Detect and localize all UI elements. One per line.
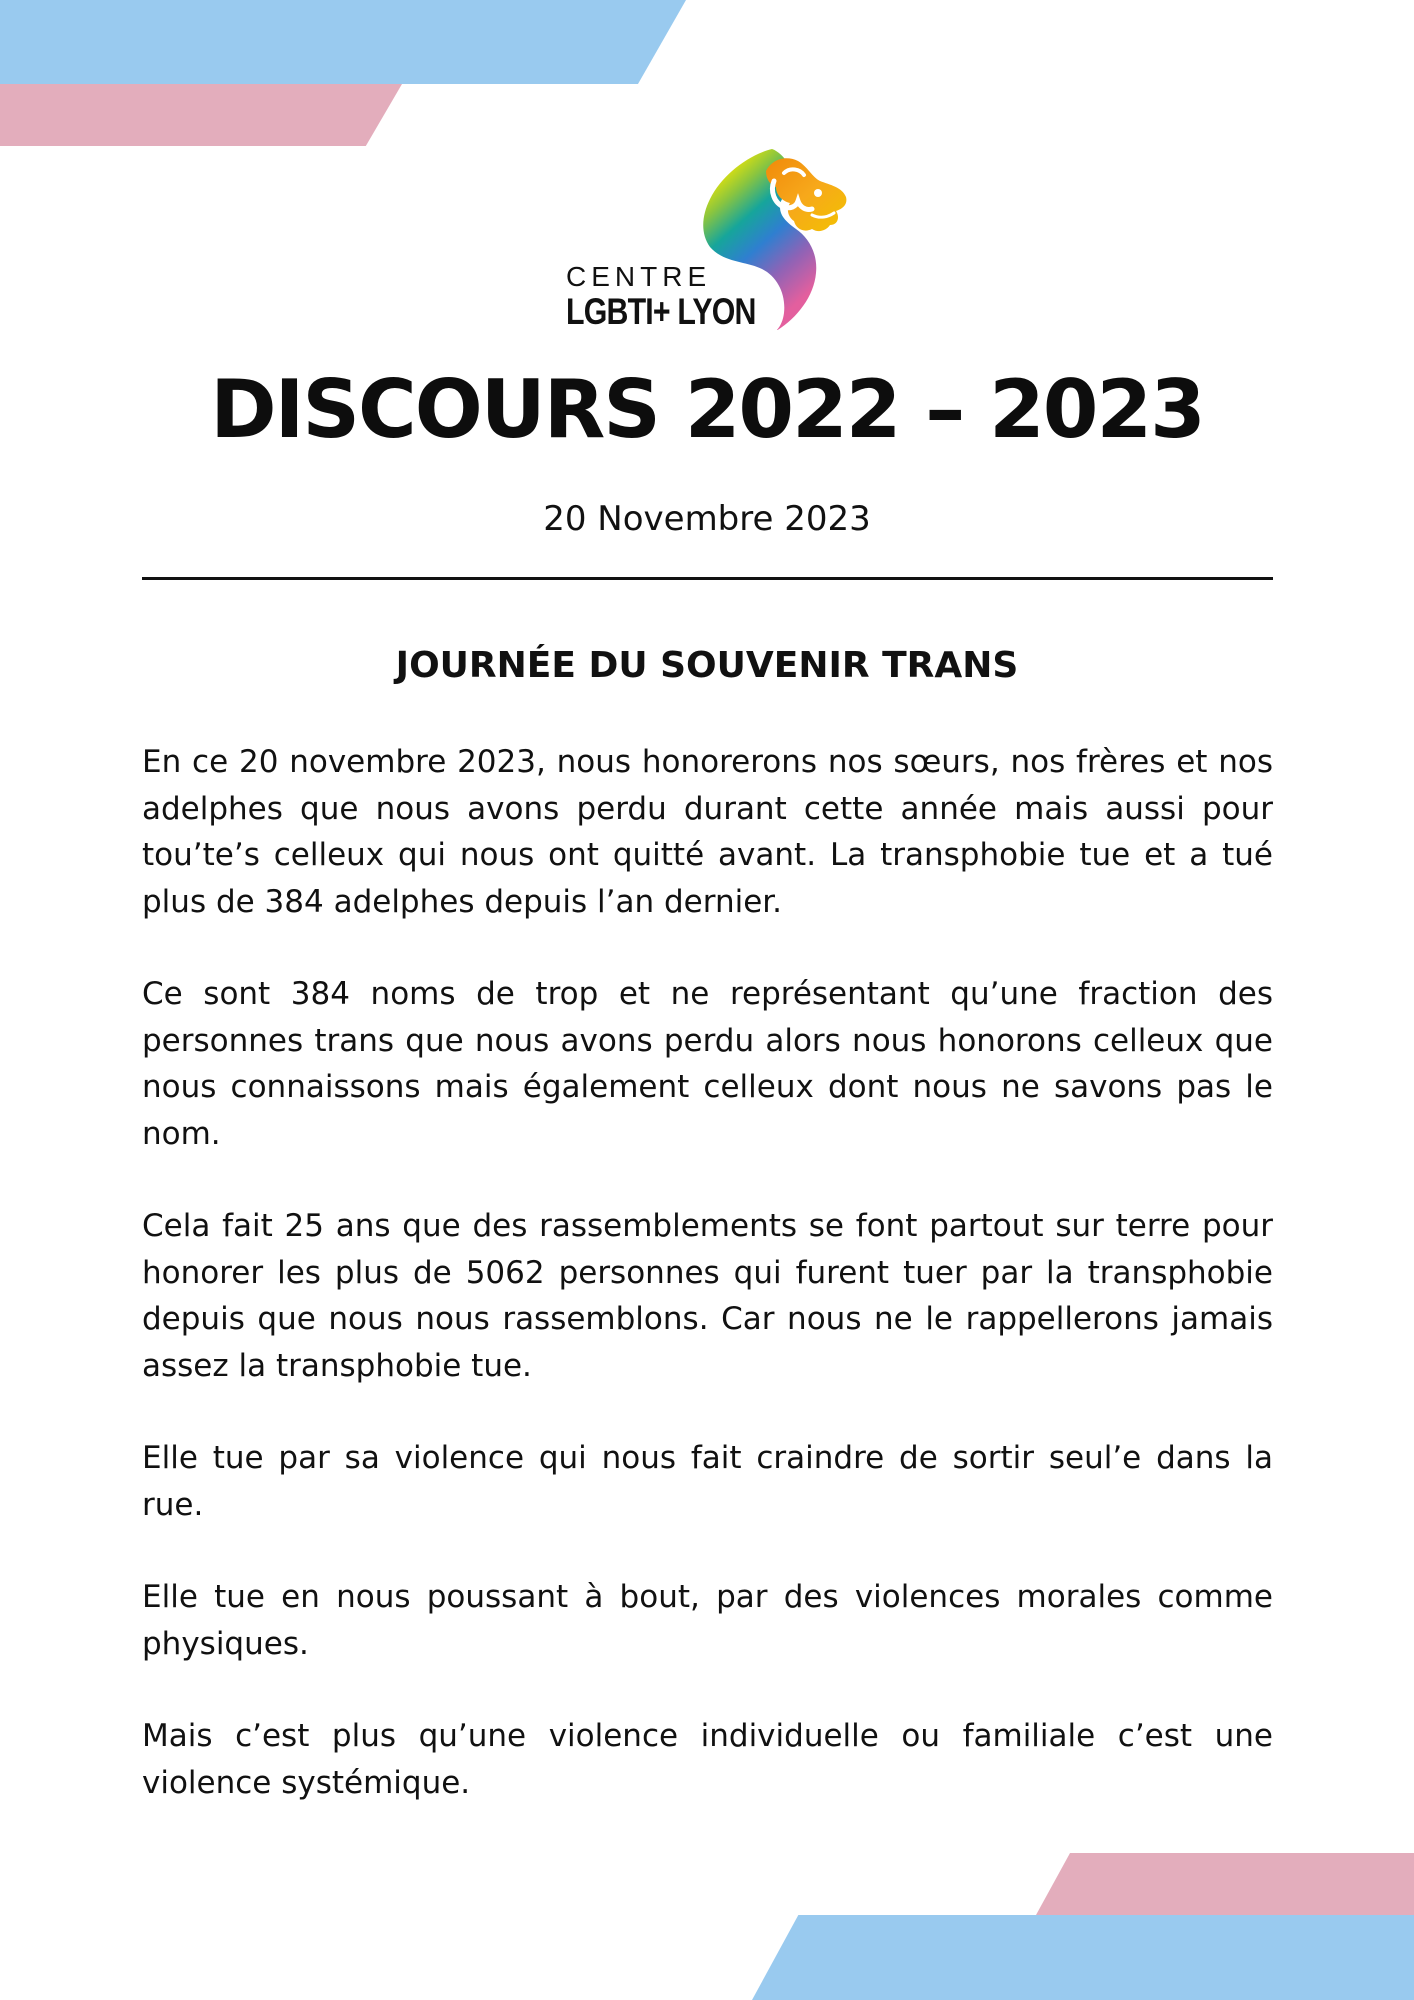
paragraph-6: Mais c’est plus qu’une violence individuelle ou familiale c’est une violence systémique. (142, 1718, 1273, 1801)
title-divider (142, 577, 1273, 580)
decor-band-pink-top (0, 84, 402, 146)
paragraph-5: Elle tue en nous poussant à bout, par des violences morales comme physiques. (142, 1579, 1273, 1662)
decor-band-blue-bottom (752, 1915, 1414, 2000)
paragraph-1: En ce 20 novembre 2023, nous honorerons nos sœurs, nos frères et nos adelphes que nous avons perdu durant cette année mais aussi pour tou’te’s celleux qui nous ont quitté avant. La transphobie tue et a tué plus de 384 adelphes depuis l’an dernier. (142, 744, 1273, 920)
paragraph-4: Elle tue par sa violence qui nous fait craindre de sortir seul’e dans la rue. (142, 1440, 1273, 1523)
logo-line-lgbti-lyon: LGBTI+ LYON (566, 291, 756, 332)
section-heading: JOURNÉE DU SOUVENIR TRANS (395, 645, 1019, 686)
logo-line-centre: CENTRE (566, 261, 712, 292)
decor-band-pink-bottom (1036, 1853, 1414, 1915)
document-date: 20 Novembre 2023 (543, 499, 871, 539)
document-title: DISCOURS 2022 – 2023 (210, 363, 1204, 456)
paragraph-3: Cela fait 25 ans que des rassemblements se font partout sur terre pour honorer les plus de 5062 personnes qui furent tuer par la transphobie depuis que nous nous rassemblons. Car nous ne le rappellerons jamais assez la transphobie tue. (142, 1208, 1273, 1384)
speech-body (142, 739, 1273, 1852)
logo-wordmark (566, 263, 797, 330)
paragraph-2: Ce sont 384 noms de trop et ne représentant qu’une fraction des personnes trans que nous avons perdu alors nous honorons celleux que nous connaissons mais également celleux dont nous ne savons pas le nom. (142, 976, 1273, 1152)
centre-lgbti-lyon-logo (560, 145, 850, 330)
decor-band-blue-top (0, 0, 686, 84)
